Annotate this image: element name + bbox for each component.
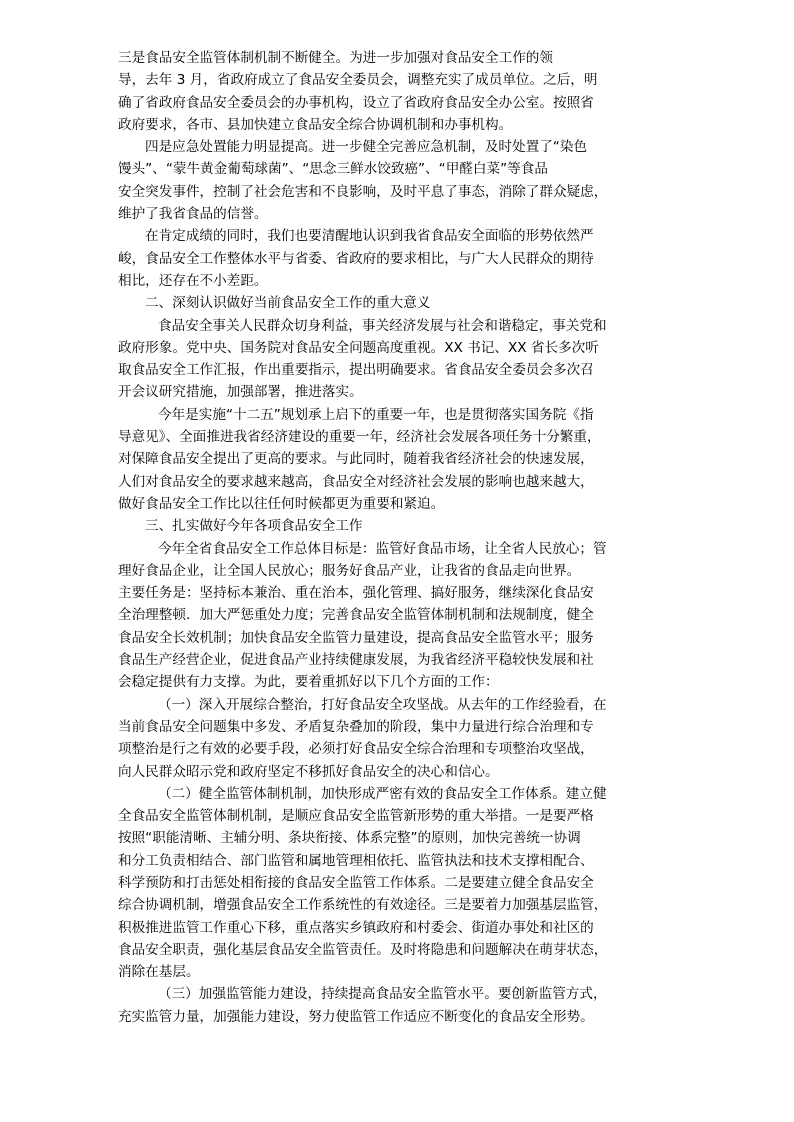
text-line: 相比，还存在不小差距。: [118, 272, 268, 289]
text-line: 和分工负责相结合、部门监管和属地管理相依托、监管执法和技术支撑相配合、: [118, 852, 594, 869]
text-line: 取食品安全工作汇报，作出重要指示，提出明确要求。省食品安全委员会多次召: [118, 362, 594, 379]
text-line: 消除在基层。: [118, 964, 200, 981]
text-line: 当前食品安全问题集中多发、矛盾复杂叠加的阶段，集中力量进行综合治理和专: [118, 718, 594, 735]
section-heading: 三、扎实做好今年各项食品安全工作: [145, 518, 363, 535]
text-line: 对保障食品安全提出了更高的要求。与此同时，随着我省经济社会的快速发展，: [118, 451, 594, 468]
text-line: 会稳定提供有力支撑。为此，要着重抓好以下几个方面的工作：: [118, 674, 499, 691]
text-line: 峻，食品安全工作整体水平与省委、省政府的要求相比，与广大人民群众的期待: [118, 250, 594, 267]
text-line: 全食品安全监管体制机制，是顺应食品安全监管新形势的重大举措。一是要严格: [118, 808, 594, 825]
text-line: 食品安全长效机制；加快食品安全监管力量建设，提高食品安全监管水平；服务: [118, 629, 594, 646]
paragraph-start-line: 今年全省食品安全工作总体目标是：监管好食品市场，让全省人民放心；管: [158, 540, 607, 557]
text-line: 导意见》、全面推进我省经济建设的重要一年，经济社会发展各项任务十分繁重，: [118, 429, 601, 446]
paragraph-start-line: 食品安全事关人民群众切身利益，事关经济发展与社会和谐稳定，事关党和: [158, 317, 607, 334]
text-line: 项整治是行之有效的必要手段，必须打好食品安全综合治理和专项整治攻坚战，: [118, 741, 594, 758]
text-line: 开会议研究措施，加强部署，推进落实。: [118, 384, 363, 401]
text-line: 全治理整顿．加大严惩重处力度；完善食品安全监管体制机制和法规制度，健全: [118, 607, 594, 624]
text-line: 安全突发事件，控制了社会危害和不良影响，及时平息了事态，消除了群众疑虑，: [118, 183, 608, 200]
text-line: 食品安全职责，强化基层食品安全监管责任。及时将隐患和问题解决在萌芽状态，: [118, 941, 608, 958]
text-line: 政府形象。党中央、国务院对食品安全问题高度重视。XX 书记、XX 省长多次听: [118, 339, 599, 356]
text-line: 政府要求，各市、县加快建立食品安全综合协调机制和办事机构。: [118, 116, 513, 133]
text-line: 按照“职能清晰、主辅分明、条块衔接、体系完整”的原则，加快完善统一协调: [118, 830, 581, 847]
text-line: 综合协调机制，增强食品安全工作系统性的有效途径。三是要着力加强基层监管，: [118, 897, 608, 914]
text-line: 馒头”、“蒙牛黄金葡萄球菌”、“思念三鲜水饺致癌”、“甲醛白菜”等食品: [118, 161, 548, 178]
document-body: [118, 47, 614, 1028]
paragraph-start-line: 四是应急处置能力明显提高。进一步健全完善应急机制，及时处置了“染色: [145, 139, 588, 156]
text-line: 导，去年 3 月，省政府成立了食品安全委员会，调整充实了成员单位。之后，明: [118, 72, 598, 89]
text-line: 做好食品安全工作比以往任何时候都更为重要和紧迫。: [118, 495, 445, 512]
paragraph-start-line: （三）加强监管能力建设，持续提高食品安全监管水平。要创新监管方式，: [158, 986, 607, 1003]
text-line: 理好食品企业，让全国人民放心；服务好食品产业，让我省的食品走向世界。: [118, 562, 581, 579]
text-line: 确了省政府食品安全委员会的办事机构，设立了省政府食品安全办公室。按照省: [118, 94, 594, 111]
text-line: 科学预防和打击惩处相衔接的食品安全监管工作体系。二是要建立健全食品安全: [118, 874, 594, 891]
text-line: 主要任务是：坚持标本兼治、重在治本，强化管理、搞好服务，继续深化食品安: [118, 585, 594, 602]
paragraph-start-line: （二）健全监管体制机制，加快形成严密有效的食品安全工作体系。建立健: [158, 785, 607, 802]
text-line: 维护了我省食品的信誉。: [118, 206, 268, 223]
text-line: 积极推进监管工作重心下移，重点落实乡镇政府和村委会、街道办事处和社区的: [118, 919, 594, 936]
text-line: 向人民群众昭示党和政府坚定不移抓好食品安全的决心和信心。: [118, 763, 499, 780]
text-line: 充实监管力量，加强能力建设，努力使监管工作适应不断变化的食品安全形势。: [118, 1008, 594, 1025]
text-line: 人们对食品安全的要求越来越高，食品安全对经济社会发展的影响也越来越大，: [118, 473, 594, 490]
paragraph-start-line: （一）深入开展综合整治，打好食品安全攻坚战。从去年的工作经验看，在: [158, 696, 607, 713]
text-line: 食品生产经营企业，促进食品产业持续健康发展，为我省经济平稳较快发展和社: [118, 652, 594, 669]
paragraph-start-line: 今年是实施“十二五”规划承上启下的重要一年，也是贯彻落实国务院《指: [158, 406, 594, 423]
paragraph-start-line: 在肯定成绩的同时，我们也要清醒地认识到我省食品安全面临的形势依然严: [145, 228, 594, 245]
section-heading: 二、深刻认识做好当前食品安全工作的重大意义: [145, 295, 431, 312]
text-line: 三是食品安全监管体制机制不断健全。为进一步加强对食品安全工作的领: [118, 50, 553, 66]
